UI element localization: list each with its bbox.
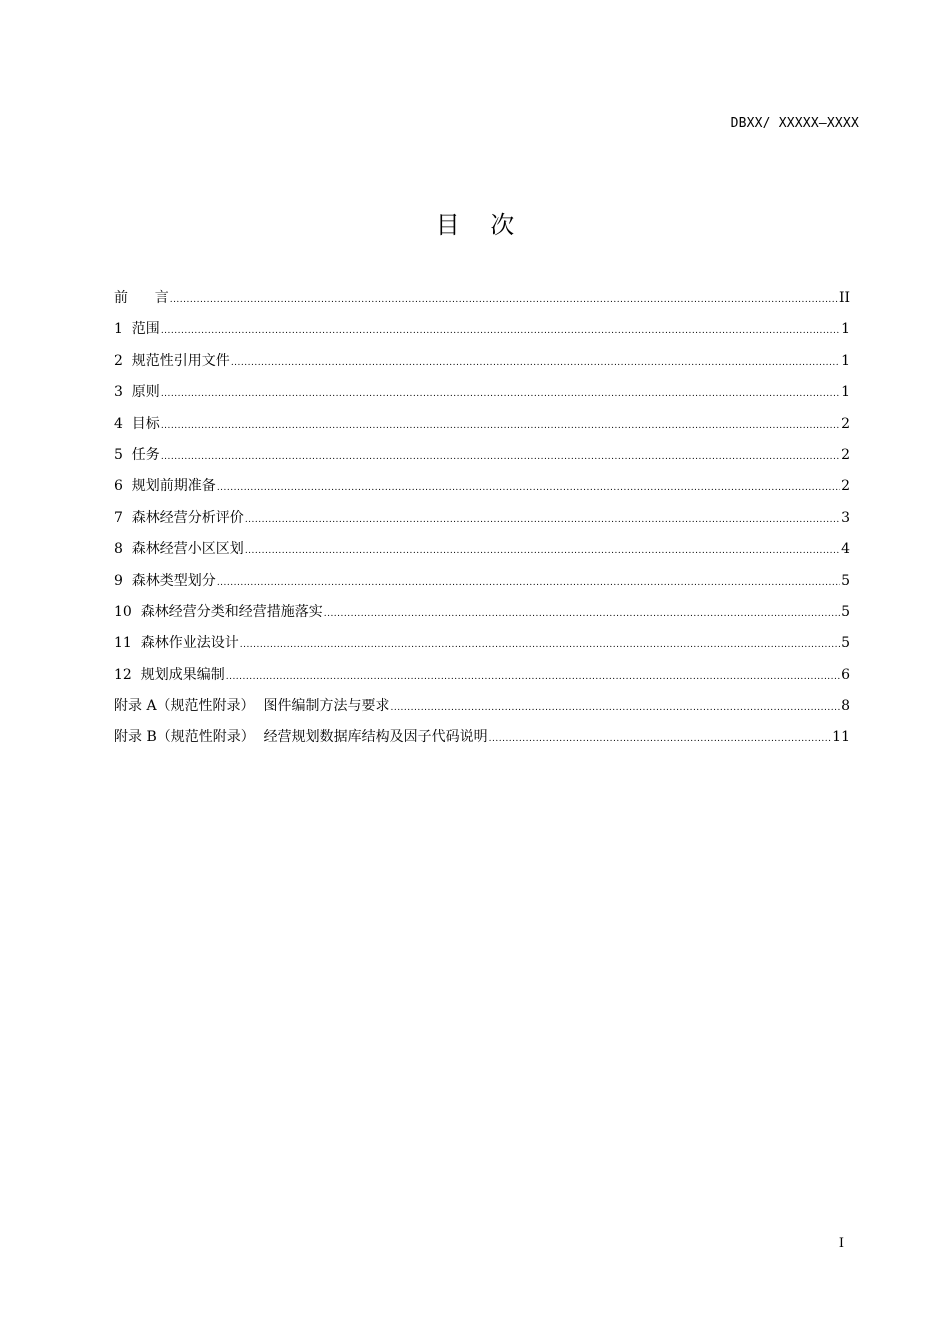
toc-entry-label: 8 森林经营小区区划 — [114, 541, 244, 558]
toc-entry-7[interactable] — [114, 503, 850, 534]
toc-entry-label: 前 言 — [114, 290, 169, 306]
toc-title: 目 次 — [435, 211, 515, 239]
toc-entry-label: 附录 A（规范性附录） 图件编制方法与要求 — [114, 698, 390, 715]
toc-entry-page: 5 — [841, 635, 850, 652]
toc-leader-dots — [489, 724, 832, 755]
toc-entry-page: 5 — [841, 572, 850, 589]
toc-leader-dots — [240, 630, 840, 661]
toc-entry-label: 1 范围 — [114, 321, 160, 338]
toc-entry-page: 2 — [841, 415, 850, 432]
toc-entry-page: 5 — [841, 603, 850, 620]
toc-leader-dots — [390, 693, 840, 724]
toc-entry-page: 6 — [841, 666, 850, 683]
toc-entry-label: 2 规范性引用文件 — [114, 352, 230, 369]
toc-entry-10[interactable] — [114, 597, 850, 628]
toc-entry-page: 1 — [841, 321, 850, 338]
toc-leader-dots — [161, 411, 840, 442]
page-number: I — [838, 1236, 844, 1251]
toc-entry-page: 2 — [841, 446, 850, 463]
toc-leader-dots — [324, 599, 840, 630]
toc-leader-dots — [245, 505, 840, 536]
toc-leader-dots — [226, 662, 840, 693]
toc-entry-label: 4 目标 — [114, 415, 160, 432]
toc-entry-page: 1 — [841, 352, 850, 369]
toc-entry-2[interactable] — [114, 346, 850, 377]
toc-entry-label: 3 原则 — [114, 384, 160, 401]
toc-entry-8[interactable] — [114, 534, 850, 565]
toc-entry-appendix-b[interactable] — [114, 722, 850, 753]
toc-entry-4[interactable] — [114, 409, 850, 440]
toc-entry-label: 附录 B（规范性附录） 经营规划数据库结构及因子代码说明 — [114, 729, 488, 746]
toc-entry-3[interactable] — [114, 377, 850, 408]
toc-entry-1[interactable] — [114, 314, 850, 345]
toc-entry-12[interactable] — [114, 660, 850, 691]
toc-entry-label: 11 森林作业法设计 — [114, 635, 239, 652]
toc-entry-page: 1 — [841, 384, 850, 401]
table-of-contents — [114, 283, 850, 754]
toc-entry-appendix-a[interactable] — [114, 691, 850, 722]
toc-entry-page: 4 — [841, 541, 850, 558]
toc-entry-page: 3 — [841, 509, 850, 526]
toc-entry-5[interactable] — [114, 440, 850, 471]
toc-entry-11[interactable] — [114, 628, 850, 659]
toc-leader-dots — [161, 379, 840, 410]
toc-entry-page: 8 — [841, 698, 850, 715]
toc-leader-dots — [245, 536, 840, 567]
toc-entry-6[interactable] — [114, 471, 850, 502]
toc-entry-label: 12 规划成果编制 — [114, 666, 225, 683]
toc-entry-foreword[interactable] — [114, 283, 850, 314]
toc-leader-dots — [161, 442, 840, 473]
toc-entry-9[interactable] — [114, 566, 850, 597]
toc-entry-label: 6 规划前期准备 — [114, 478, 216, 495]
toc-entry-label: 7 森林经营分析评价 — [114, 509, 244, 526]
toc-entry-label: 10 森林经营分类和经营措施落实 — [114, 603, 323, 620]
toc-entry-page: II — [838, 290, 850, 306]
toc-entry-page: 2 — [841, 478, 850, 495]
toc-leader-dots — [231, 348, 840, 379]
toc-leader-dots — [217, 473, 840, 504]
toc-leader-dots — [161, 316, 840, 347]
toc-entry-label: 9 森林类型划分 — [114, 572, 216, 589]
document-code: DBXX/ XXXXX—XXXX — [730, 116, 859, 131]
toc-leader-dots — [217, 568, 840, 599]
toc-entry-page: 11 — [832, 729, 850, 746]
toc-entry-label: 5 任务 — [114, 446, 160, 463]
toc-leader-dots — [170, 285, 838, 316]
